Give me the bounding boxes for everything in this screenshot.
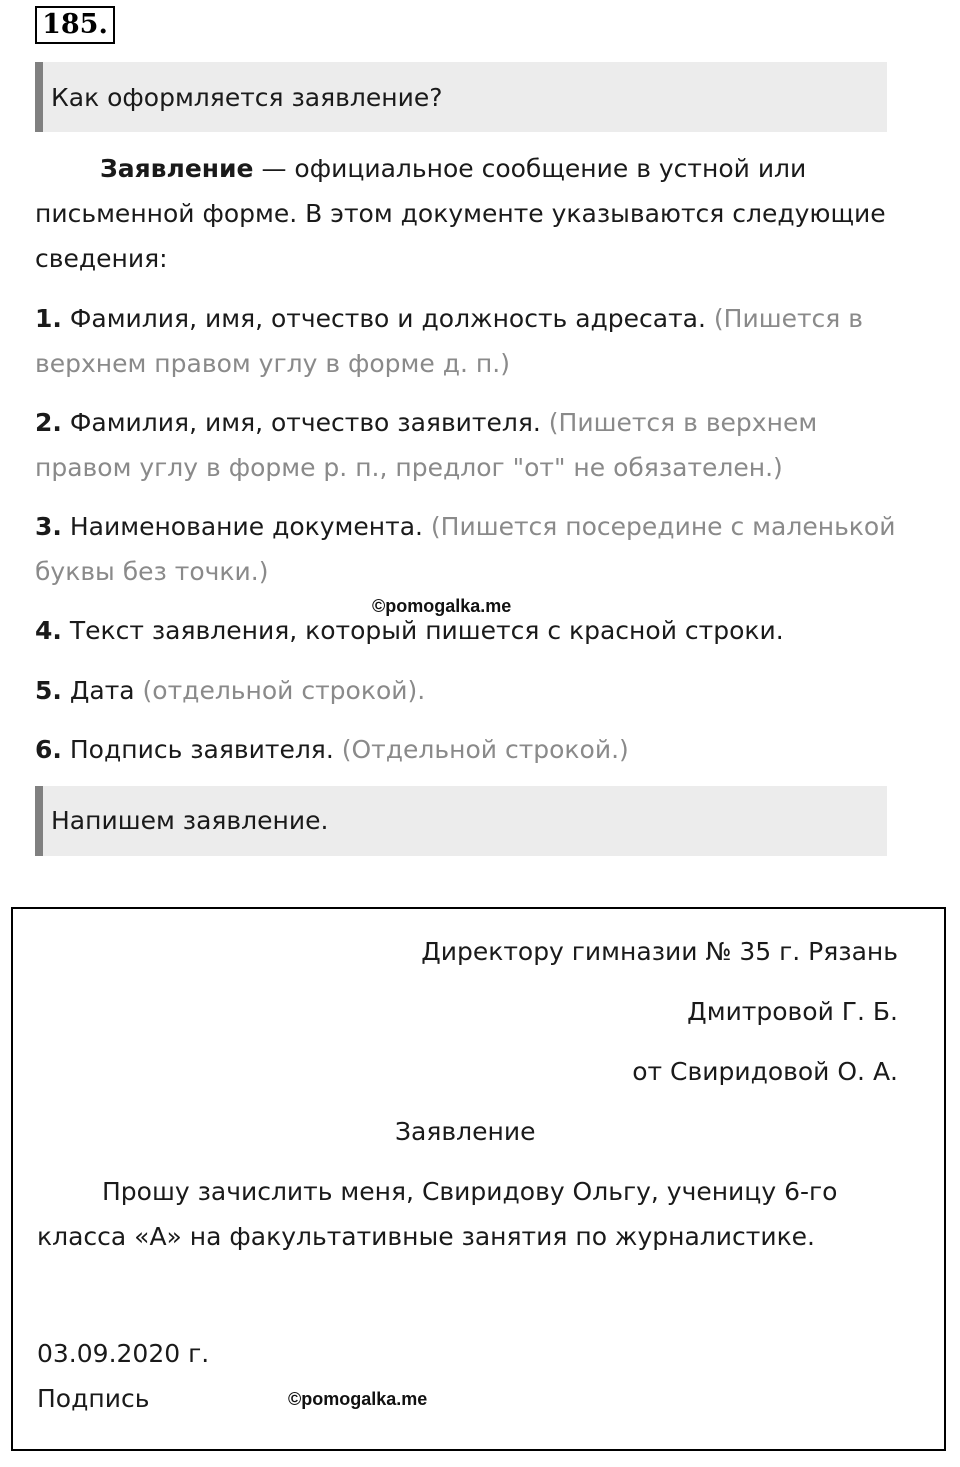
instruction-banner <box>35 786 887 856</box>
item-number: 3. <box>35 512 62 541</box>
letter-signature: Подпись <box>37 1384 150 1413</box>
list-item <box>35 727 905 772</box>
intro-term: Заявление <box>100 154 254 183</box>
application-letter <box>11 907 946 1451</box>
letter-addressee-line2: Дмитровой Г. Б. <box>687 997 898 1026</box>
letter-title: Заявление <box>395 1117 536 1146</box>
watermark: ©pomogalka.me <box>372 596 512 616</box>
letter-addressee-line1: Директору гимназии № 35 г. Рязань <box>421 937 898 966</box>
item-number: 2. <box>35 408 62 437</box>
item-note: (Пишется в верхнем правом углу в форме р. п., предлог "от" не обязателен.) <box>35 408 818 482</box>
item-text: Фамилия, имя, отчество заявителя. <box>61 408 541 437</box>
letter-date: 03.09.2020 г. <box>37 1339 210 1368</box>
list-item <box>35 608 905 653</box>
intro-paragraph <box>35 146 905 281</box>
task-number: 185. <box>35 6 115 44</box>
question-banner <box>35 62 887 132</box>
item-note: (отдельной строкой). <box>134 676 426 705</box>
intro-definition: — официальное сообщение в устной или письменной форме. В этом документе указываются следующие сведения: <box>35 154 886 273</box>
item-number: 5. <box>35 676 62 705</box>
item-text: Текст заявления, который пишется с красной строки. <box>61 616 784 645</box>
item-text: Подпись заявителя. <box>61 735 334 764</box>
item-number: 1. <box>35 304 62 333</box>
item-text: Фамилия, имя, отчество и должность адресата. <box>61 304 706 333</box>
list-item <box>35 296 905 386</box>
list-item <box>35 400 905 490</box>
item-text: Наименование документа. <box>61 512 423 541</box>
item-note: (Пишется в верхнем правом углу в форме д. п.) <box>35 304 863 378</box>
item-note: (Пишется посередине с маленькой буквы без точки.) <box>35 512 896 586</box>
letter-body: Прошу зачислить меня, Свиридову Ольгу, ученицу 6-го класса «А» на факультативные занятия по журналистике. <box>37 1177 838 1251</box>
list-item <box>35 504 905 594</box>
watermark: ©pomogalka.me <box>288 1389 428 1409</box>
item-text: Дата <box>61 676 135 705</box>
item-number: 6. <box>35 735 62 764</box>
instruction-text: Напишем заявление. <box>51 806 329 835</box>
item-number: 4. <box>35 616 62 645</box>
letter-sender: от Свиридовой О. А. <box>632 1057 898 1086</box>
item-note: (Отдельной строкой.) <box>333 735 629 764</box>
list-item <box>35 668 905 713</box>
question-text: Как оформляется заявление? <box>51 83 443 112</box>
